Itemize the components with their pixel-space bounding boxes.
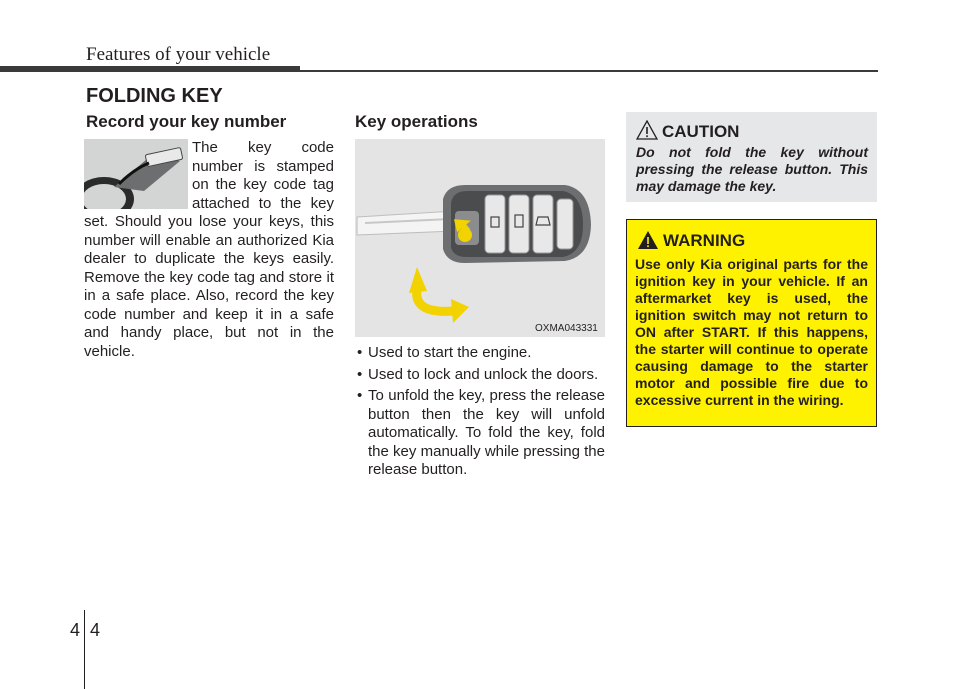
header-rule-thick [0,66,300,72]
figure-code: OXMA043331 [535,323,598,334]
key-tag-illustration [84,139,188,209]
list-item: • Used to lock and unlock the doors. [355,366,605,385]
footer-rule [84,610,85,689]
caution-box [626,112,877,202]
key-operations-heading: Key operations [355,112,478,131]
warning-box [626,219,877,427]
warning-text: Use only Kia original parts for the ignition key in your vehicle. If an aftermarket key is used, the ignition switch may not return to ON after START. If this happens, the starter will continue to operate causing damage to the starter motor and possible fire due to excessive current in the wiring. [635,256,868,408]
warning-triangle-icon [637,230,659,250]
running-header: Features of your vehicle [86,44,271,65]
folding-key-figure [355,139,605,337]
list-item: • Used to start the engine. [355,344,605,363]
page-number: 4 [90,620,101,640]
key-tag-photo [84,139,188,209]
record-key-body: The key code number is stamped on the key code tag attached to the key set. Should you lose your keys, this number will enable an authorized Kia dealer to duplicate the keys easily. Remove the key code tag and store it in a safe place. Also, record the key code number and keep it in a safe and handy place, but not in the vehicle. [84,139,334,360]
section-heading: FOLDING KEY [86,85,223,107]
caution-title: CAUTION [662,122,740,141]
warning-title: WARNING [663,231,746,250]
header-rule-thin [300,70,878,72]
caution-triangle-icon [636,120,658,140]
chapter-number: 4 [70,620,81,640]
key-operations-list [355,344,605,483]
folding-key-illustration [355,139,605,337]
list-item: • To unfold the key, press the release button then the key will unfold automatically. To fold the key, fold the key manually while pressing the release button. [355,387,605,480]
record-key-heading: Record your key number [86,112,287,131]
caution-text: Do not fold the key without pressing the release button. This may damage the key. [636,144,868,194]
